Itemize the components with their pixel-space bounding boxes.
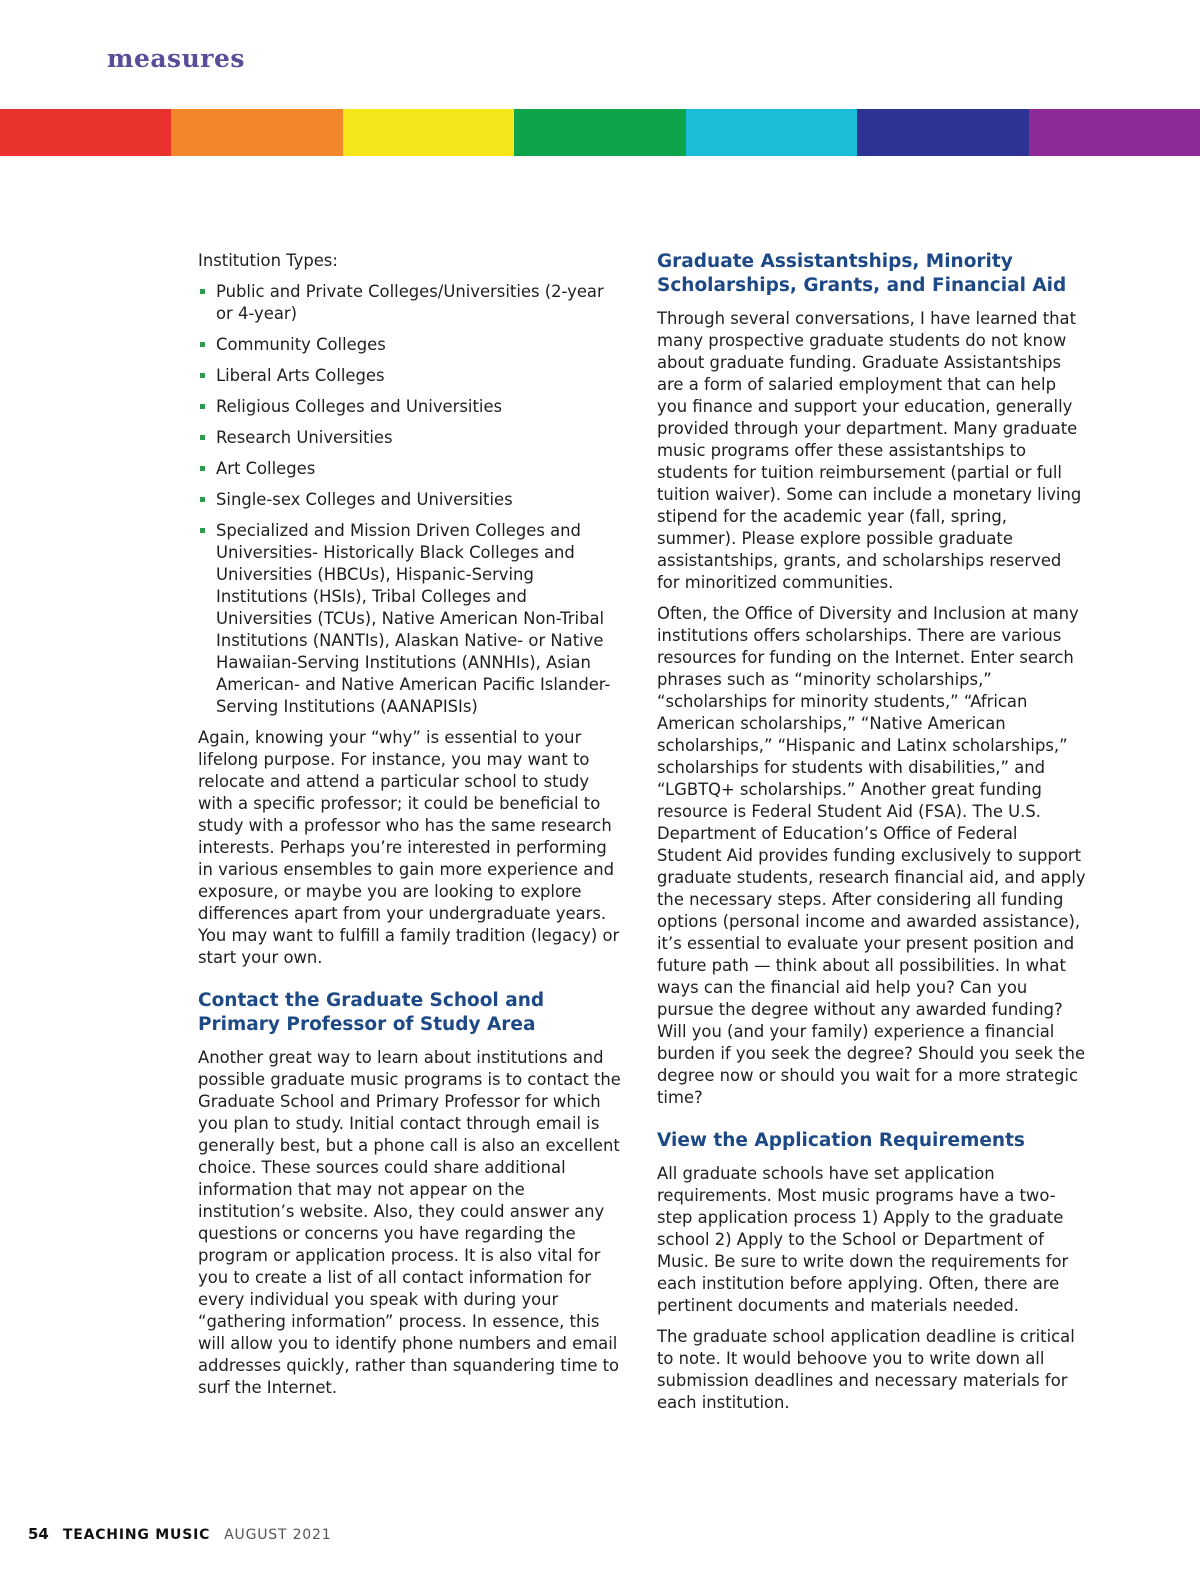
bullet-icon (200, 404, 205, 409)
stripe-segment-red (0, 109, 171, 156)
list-item (198, 365, 623, 387)
list-item-text: Specialized and Mission Driven Colleges and Universities- Historically Black Colleges and Universities (HBCUs), Hispanic-Serving Institutions (HSIs), Tribal Colleges and Universities (TCUs), Native American Non-Tribal Institutions (NANTIs), Alaskan Native- or Native Hawaiian-Serving Institutions (ANNHIs), Asian American- and Native American Pacific Islander-Serving Institutions (AANAPISIs) (216, 521, 611, 716)
list-item-text: Single-sex Colleges and Universities (216, 490, 513, 509)
left-column (198, 250, 623, 1408)
bullet-icon (200, 289, 205, 294)
requirements-heading: View the Application Requirements (657, 1130, 1025, 1151)
stripe-segment-yellow (343, 109, 514, 156)
list-item-text: Religious Colleges and Universities (216, 397, 503, 416)
why-paragraph: Again, knowing your “why” is essential to your lifelong purpose. For instance, you may want to relocate and attend a particular school to study with a specific professor; it could be beneficial to study with a professor who has the same research interests. Perhaps you’re interested in performing in various ensembles to gain more experience and exposure, or maybe you are looking to explore differences apart from your undergraduate years. You may want to fulfill a family tradition (legacy) or start your own. (198, 728, 620, 967)
list-item-text: Art Colleges (216, 459, 316, 478)
bullet-icon (200, 466, 205, 471)
section-tag: measures (107, 44, 245, 73)
page-number: 54 (28, 1525, 49, 1543)
list-item (198, 489, 623, 511)
magazine-name: TEACHING MUSIC (62, 1527, 211, 1543)
color-stripe (0, 109, 1200, 156)
stripe-segment-blue (857, 109, 1028, 156)
right-column (657, 250, 1087, 1423)
list-item-text: Public and Private Colleges/Universities (2-year or 4-year) (216, 282, 604, 323)
funding-paragraph-2: Often, the Office of Diversity and Inclusion at many institutions offers scholarships. There are various resources for funding on the Internet. Enter search phrases such as “minority scholarships,” “scholarships for minority students,” “African American scholarships,” “Native American scholarships,” “Hispanic and Latinx scholarships,” scholarships for students with disabilities,” and “LGBTQ+ scholarships.” Another great funding resource is Federal Student Aid (FSA). The U.S. Department of Education’s Office of Federal Student Aid provides funding exclusively to support graduate students, research financial aid, and apply the necessary steps. After considering all funding options (personal income and awarded assistance), it’s essential to evaluate your present position and future path — think about all possibilities. In what ways can the financial aid help you? Can you pursue the degree without any awarded funding? Will you (and your family) experience a financial burden if you seek the degree? Should you seek the degree now or should you wait for a more strategic time? (657, 604, 1086, 1107)
funding-paragraph-1: Through several conversations, I have learned that many prospective graduate students do not know about graduate funding. Graduate Assistantships are a form of salaried employment that can help you finance and support your education, generally provided through your department. Many graduate music programs offer these assistantships to students for tuition reimbursement (partial or full tuition waiver). Some can include a monetary living stipend for the academic year (fall, spring, summer). Please explore possible graduate assistantships, grants, and scholarships reserved for minoritized communities. (657, 309, 1082, 592)
bullet-icon (200, 497, 205, 502)
stripe-segment-orange (171, 109, 342, 156)
requirements-paragraph-1: All graduate schools have set application requirements. Most music programs have a two-step application process 1) Apply to the graduate school 2) Apply to the School or Department of Music. Be sure to write down the requirements for each institution before applying. Often, there are pertinent documents and materials needed. (657, 1164, 1069, 1315)
institution-types-list (198, 281, 623, 718)
list-item (198, 458, 623, 480)
contact-paragraph: Another great way to learn about institutions and possible graduate music programs is to contact the Graduate School and Primary Professor for which you plan to study. Initial contact through email is generally best, but a phone call is also an excellent choice. These sources could share additional information that may not appear on the institution’s website. Also, they could answer any questions or concerns you have regarding the program or application process. It is also vital for you to create a list of all contact information for every individual you speak with during your “gathering information” process. In essence, this will allow you to identify phone numbers and email addresses quickly, rather than squandering time to surf the Internet. (198, 1048, 621, 1397)
bullet-icon (200, 342, 205, 347)
list-item (198, 427, 623, 449)
list-item-text: Community Colleges (216, 335, 386, 354)
funding-heading: Graduate Assistantships, Minority Scholarships, Grants, and Financial Aid (657, 251, 1067, 296)
institution-types-intro: Institution Types: (198, 251, 338, 270)
page-footer (28, 1525, 331, 1543)
list-item (198, 334, 623, 356)
list-item (198, 520, 623, 718)
bullet-icon (200, 435, 205, 440)
list-item-text: Liberal Arts Colleges (216, 366, 385, 385)
contact-heading: Contact the Graduate School and Primary Professor of Study Area (198, 990, 545, 1035)
list-item (198, 396, 623, 418)
bullet-icon (200, 373, 205, 378)
issue-date: AUGUST 2021 (224, 1527, 332, 1543)
bullet-icon (200, 528, 205, 533)
stripe-segment-purple (1029, 109, 1200, 156)
stripe-segment-cyan (686, 109, 857, 156)
list-item (198, 281, 623, 325)
requirements-paragraph-2: The graduate school application deadline is critical to note. It would behoove you to write down all submission deadlines and necessary materials for each institution. (657, 1327, 1075, 1412)
list-item-text: Research Universities (216, 428, 393, 447)
stripe-segment-green (514, 109, 685, 156)
